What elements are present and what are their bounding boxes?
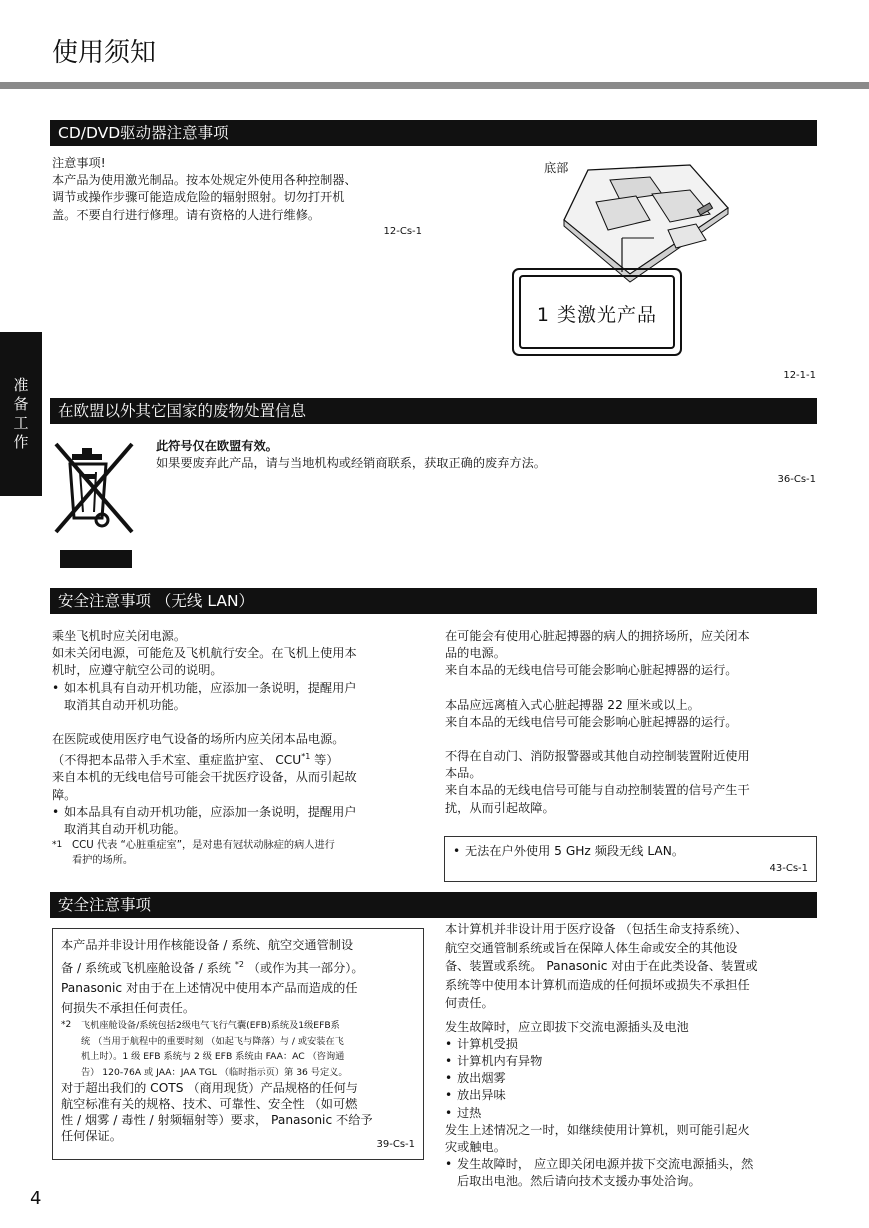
failure-list [445, 1036, 817, 1122]
wlan-text: 扰，从而引起故障。 [445, 800, 555, 815]
wlan-text-part: 等） [310, 753, 339, 768]
safety-text: 系统等中使用本计算机而造成的任何损坏或损失不承担任 [445, 977, 750, 992]
footnote-text: 告） 120-76A 或 JAA：JAA TGL （临时指示页）第 36 号定义。 [81, 1066, 348, 1078]
safety-text: 何损失不承担任何责任。 [61, 1001, 196, 1016]
side-tab [0, 332, 42, 496]
safety-text: 发生上述情况之一时，如继续使用计算机，则可能引起火 [445, 1122, 750, 1137]
footnote-mark: *2 [61, 1020, 72, 1031]
doc-code: 39-Cs-1 [376, 1138, 415, 1150]
wlan-text: 在医院或使用医疗电气设备的场所内应关闭本品电源。 [52, 732, 345, 747]
safety-text: 发生故障时，应立即拔下交流电源插头及电池 [445, 1019, 689, 1034]
wlan-bullet-list [52, 804, 427, 838]
failure-action-list [445, 1156, 817, 1190]
footnote-text: 统 （当用于航程中的重要时刻 （如起飞与降落）与 / 或安装在飞 [81, 1035, 344, 1047]
bullet-text: 发生故障时， 应立即关闭电源并拔下交流电源插头，然 [457, 1157, 754, 1172]
bullet-text: 取消其自动开机功能。 [64, 697, 186, 712]
footnote-text: CCU 代表 “心脏重症室”，是对患有冠状动脉症的病人进行 [72, 840, 335, 852]
safety-text-part: 备 / 系统或飞机座舱设备 / 系统 [61, 961, 235, 976]
safety-text: 本产品并非设计用作核能设备 / 系统、航空交通管制设 [61, 938, 354, 952]
caution-line: 本产品为使用激光制品。按本处规定外使用各种控制器、 [52, 173, 357, 188]
list-item: • 过热 [445, 1105, 817, 1122]
laser-label-text: 1 类激光产品 [536, 304, 658, 326]
safety-box [52, 928, 424, 1160]
safety-text: 航空交通管制系统或旨在保障人体生命或安全的其他设 [445, 940, 738, 955]
box-bullet-list [453, 843, 808, 860]
section-header-cd-dvd: CD/DVD驱动器注意事项 [50, 120, 817, 146]
wlan-right-column [445, 628, 817, 817]
crossed-out-wheelie-bin-icon [50, 432, 138, 572]
bullet-text: 如本品具有自动开机功能，应添加一条说明，提醒用户 [64, 804, 357, 819]
footnote-mark: *1 [301, 752, 311, 762]
doc-code: 12-1-1 [783, 370, 816, 381]
safety-right-column [445, 920, 817, 1191]
waste-text [156, 438, 806, 472]
safety-text: 对于超出我们的 COTS （商用现货）产品规格的任何与 [61, 1081, 358, 1096]
side-tab-label: 准备工作 [13, 376, 29, 451]
safety-text-part: （或作为其一部分）。 [243, 961, 364, 976]
wlan-note-box [444, 836, 817, 882]
spacer [445, 680, 817, 697]
footnote-text: 飞机座舱设备/系统包括2级电气飞行气囊(EFB)系统及1级EFB系 [81, 1020, 340, 1032]
list-item [52, 804, 427, 838]
list-item: • 无法在户外使用 5 GHz 频段无线 LAN。 [453, 843, 808, 860]
header-rule [0, 82, 869, 89]
bottom-label: 底部 [544, 161, 569, 175]
safety-text: 灾或触电。 [445, 1139, 506, 1154]
wlan-text: 如未关闭电源，可能危及飞机航行安全。在飞机上使用本 [52, 646, 357, 661]
list-item: • 计算机受损 [445, 1036, 817, 1053]
spacer [445, 731, 817, 748]
footnote-mark: *2 [234, 960, 244, 969]
wlan-text: 障。 [52, 787, 77, 802]
doc-code: 36-Cs-1 [777, 474, 816, 485]
safety-text: 备、装置或系统。 Panasonic 对由于在此类设备、装置或 [445, 959, 758, 973]
bullet-text: 取消其自动开机功能。 [64, 822, 186, 837]
safety-text: 何责任。 [445, 996, 494, 1010]
wlan-text: 来自本品的无线电信号可能与自动控制装置的信号产生干 [445, 783, 750, 798]
laser-label-inner [519, 275, 675, 349]
wlan-bullet-list [52, 680, 427, 714]
wlan-text: 品的电源。 [445, 646, 506, 661]
page-number: 4 [30, 1188, 42, 1209]
wlan-text: 机时，应遵守航空公司的说明。 [52, 663, 223, 678]
wlan-text: 来自本品的无线电信号可能会影响心脏起搏器的运行。 [445, 663, 738, 678]
wlan-text: 在可能会有使用心脏起搏器的病人的拥挤场所，应关闭本 [445, 629, 750, 643]
doc-code: 12-Cs-1 [383, 226, 422, 237]
wlan-left-column [52, 628, 427, 868]
list-item: • 放出异味 [445, 1087, 817, 1104]
section-header-safety: 安全注意事项 [50, 892, 817, 918]
list-item [445, 1156, 817, 1190]
section-header-waste: 在欧盟以外其它国家的废物处置信息 [50, 398, 817, 424]
safety-text: 航空标准有关的规格、技术、可靠性、安全性 （如可燃 [61, 1097, 358, 1112]
laser-class-label [512, 268, 682, 356]
section-header-wlan: 安全注意事项 （无线 LAN） [50, 588, 817, 614]
bullet-text: 如本机具有自动开机功能，应添加一条说明，提醒用户 [64, 680, 357, 695]
waste-bold-line: 此符号仅在欧盟有效。 [156, 439, 278, 453]
doc-code: 43-Cs-1 [769, 863, 808, 875]
footnote [52, 838, 427, 868]
wlan-text [52, 748, 427, 769]
footnote-mark: *1 [52, 840, 63, 851]
list-item: • 放出烟雾 [445, 1070, 817, 1087]
wlan-text: 本品应远离植入式心脏起搏器 22 厘米或以上。 [445, 697, 700, 712]
wlan-text: 乘坐飞机时应关闭电源。 [52, 629, 187, 643]
cd-caution-text [52, 155, 432, 224]
footnote-text: 看护的场所。 [72, 855, 134, 867]
caution-line: 盖。不要自行进行修理。请有资格的人进行维修。 [52, 207, 321, 222]
caution-title: 注意事项! [52, 156, 106, 170]
list-item: • 计算机内有异物 [445, 1053, 817, 1070]
page-title: 使用须知 [52, 38, 157, 68]
caution-line: 调节或操作步骤可能造成危险的辐射照射。切勿打开机 [52, 190, 345, 205]
bullet-text: 后取出电池。然后请向技术支援办事处洽询。 [457, 1174, 701, 1189]
spacer [52, 714, 427, 731]
wlan-text: 来自本机的无线电信号可能会干扰医疗设备，从而引起故 [52, 770, 357, 785]
wlan-text-part: （不得把本品带入手术室、重症监护室、 CCU [52, 753, 302, 768]
footnote [61, 1018, 415, 1080]
wlan-text: 来自本品的无线电信号可能会影响心脏起搏器的运行。 [445, 714, 738, 729]
list-item [52, 680, 427, 714]
wlan-text: 不得在自动门、消防报警器或其他自动控制装置附近使用 [445, 749, 750, 764]
safety-text: Panasonic 对由于在上述情况中使用本产品而造成的任 [61, 981, 358, 996]
safety-text: 性 / 烟雾 / 毒性 / 射频辐射等）要求， Panasonic 不给予 [61, 1113, 373, 1128]
safety-text [61, 955, 415, 978]
wlan-text: 本品。 [445, 766, 482, 781]
safety-text: 本计算机并非设计用于医疗设备 （包括生命支持系统）、 [445, 922, 748, 936]
safety-text: 任何保证。 [61, 1129, 122, 1144]
footnote-text: 机上时）。1 级 EFB 系统与 2 级 EFB 系统由 FAA：AC （咨询通 [81, 1051, 345, 1063]
waste-line: 如果要废弃此产品，请与当地机构或经销商联系，获取正确的废弃方法。 [156, 456, 546, 471]
